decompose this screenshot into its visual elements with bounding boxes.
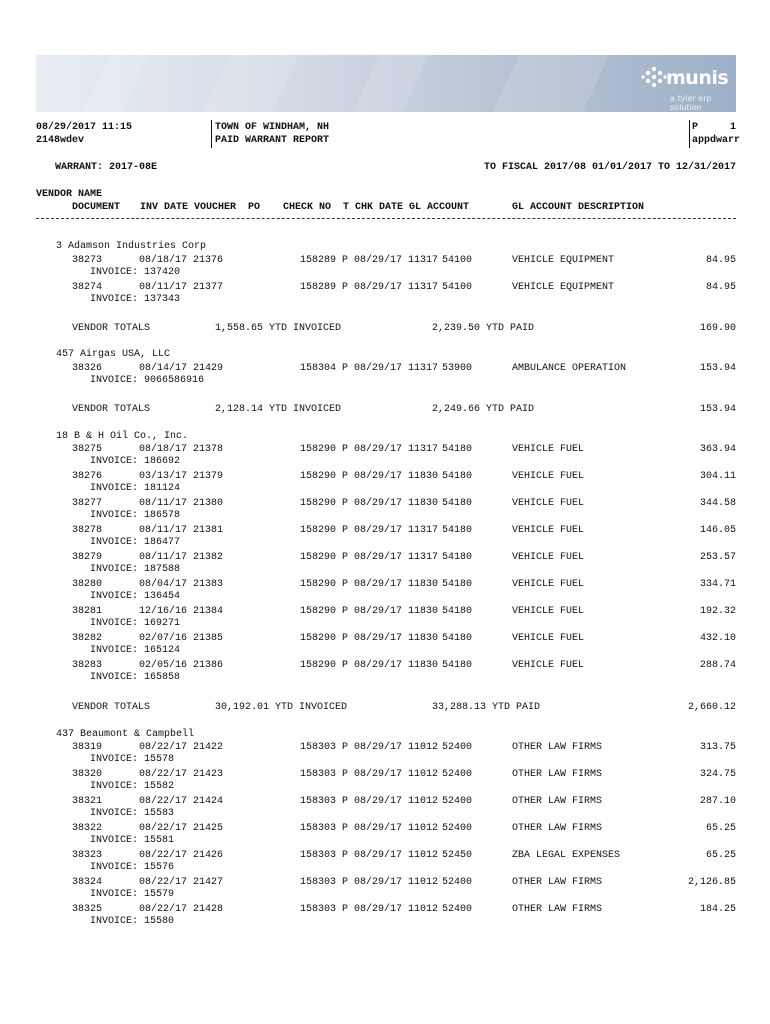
- logo-dots-icon: [640, 65, 668, 93]
- gl-description: VEHICLE FUEL: [512, 498, 585, 509]
- invoice-date-voucher: 08/22/17 21427: [139, 877, 224, 888]
- banner-decoration: [83, 55, 150, 112]
- invoice-number: INVOICE: 15579: [90, 889, 175, 900]
- document-number: 38325: [72, 904, 103, 915]
- gl-description: VEHICLE EQUIPMENT: [512, 255, 615, 266]
- vendor-name: 437 Beaumont & Campbell: [56, 729, 195, 740]
- invoice-date-voucher: 08/22/17 21424: [139, 796, 224, 807]
- invoice-number: INVOICE: 169271: [90, 618, 181, 629]
- ytd-invoiced: 30,192.01 YTD INVOICED: [215, 702, 348, 713]
- invoice-date-voucher: 03/13/17 21379: [139, 471, 224, 482]
- invoice-date-voucher: 08/11/17 21381: [139, 525, 224, 536]
- invoice-number: INVOICE: 137420: [90, 267, 181, 278]
- document-number: 38323: [72, 850, 103, 861]
- document-number: 38277: [72, 498, 103, 509]
- ytd-paid: 2,239.50 YTD PAID: [432, 323, 535, 334]
- banner-decoration: [203, 55, 300, 112]
- gl-account: 54180: [442, 660, 473, 671]
- check-info: 158290 P 08/29/17 11317: [300, 444, 439, 455]
- line-amount: 84.95: [705, 255, 736, 266]
- check-info: 158304 P 08/29/17 11317: [300, 363, 439, 374]
- invoice-date-voucher: 08/14/17 21429: [139, 363, 224, 374]
- gl-account: 54180: [442, 498, 473, 509]
- invoice-number: INVOICE: 186477: [90, 537, 181, 548]
- ytd-paid: 33,288.13 YTD PAID: [432, 702, 541, 713]
- gl-account: 54180: [442, 579, 473, 590]
- gl-description: OTHER LAW FIRMS: [512, 877, 603, 888]
- ytd-invoiced: 2,128.14 YTD INVOICED: [215, 404, 342, 415]
- gl-account: 54180: [442, 444, 473, 455]
- check-info: 158290 P 08/29/17 11830: [300, 471, 439, 482]
- invoice-date-voucher: 08/04/17 21383: [139, 579, 224, 590]
- vendor-totals-label: VENDOR TOTALS: [72, 702, 151, 713]
- invoice-number: INVOICE: 137343: [90, 294, 181, 305]
- invoice-number: INVOICE: 15581: [90, 835, 175, 846]
- vendor-name: 18 B & H Oil Co., Inc.: [56, 431, 189, 442]
- line-amount: 432.10: [699, 633, 736, 644]
- banner-decoration: [353, 55, 430, 112]
- header-divider: [689, 120, 690, 148]
- document-number: 38273: [72, 255, 103, 266]
- col-document: DOCUMENT: [72, 202, 121, 213]
- col-inv-date-voucher-po: INV DATE VOUCHER PO: [140, 202, 261, 213]
- check-info: 158303 P 08/29/17 11012: [300, 742, 439, 753]
- invoice-number: INVOICE: 15583: [90, 808, 175, 819]
- gl-account: 54180: [442, 525, 473, 536]
- report-title: PAID WARRANT REPORT: [215, 135, 330, 146]
- invoice-date-voucher: 08/22/17 21425: [139, 823, 224, 834]
- gl-account: 53900: [442, 363, 473, 374]
- document-number: 38280: [72, 579, 103, 590]
- line-amount: 65.25: [705, 850, 736, 861]
- invoice-date-voucher: 08/11/17 21382: [139, 552, 224, 563]
- check-info: 158303 P 08/29/17 11012: [300, 904, 439, 915]
- invoice-date-voucher: 08/22/17 21423: [139, 769, 224, 780]
- line-amount: 287.10: [699, 796, 736, 807]
- gl-account: 54180: [442, 633, 473, 644]
- line-amount: 146.05: [699, 525, 736, 536]
- gl-account: 54100: [442, 255, 473, 266]
- vendor-name: 3 Adamson Industries Corp: [56, 241, 207, 252]
- document-number: 38324: [72, 877, 103, 888]
- invoice-date-voucher: 12/16/16 21384: [139, 606, 224, 617]
- invoice-number: INVOICE: 15576: [90, 862, 175, 873]
- report-user: 2148wdev: [36, 135, 85, 146]
- page-label: P: [692, 122, 699, 133]
- gl-description: VEHICLE FUEL: [512, 444, 585, 455]
- gl-description: VEHICLE EQUIPMENT: [512, 282, 615, 293]
- gl-description: VEHICLE FUEL: [512, 606, 585, 617]
- invoice-number: INVOICE: 15580: [90, 916, 175, 927]
- gl-description: VEHICLE FUEL: [512, 471, 585, 482]
- gl-description: VEHICLE FUEL: [512, 579, 585, 590]
- vendor-totals-label: VENDOR TOTALS: [72, 323, 151, 334]
- invoice-date-voucher: 08/18/17 21378: [139, 444, 224, 455]
- fiscal-range: TO FISCAL 2017/08 01/01/2017 TO 12/31/2017: [483, 162, 736, 173]
- invoice-date-voucher: 08/11/17 21380: [139, 498, 224, 509]
- page-number: 1: [729, 122, 736, 133]
- check-info: 158303 P 08/29/17 11012: [300, 823, 439, 834]
- gl-description: AMBULANCE OPERATION: [512, 363, 627, 374]
- check-info: 158290 P 08/29/17 11317: [300, 552, 439, 563]
- col-gl-description: GL ACCOUNT DESCRIPTION: [512, 202, 645, 213]
- vendor-total-amount: 2,660.12: [687, 702, 736, 713]
- gl-account: 52400: [442, 769, 473, 780]
- document-number: 38281: [72, 606, 103, 617]
- line-amount: 184.25: [699, 904, 736, 915]
- line-amount: 288.74: [699, 660, 736, 671]
- document-number: 38322: [72, 823, 103, 834]
- line-amount: 192.32: [699, 606, 736, 617]
- ytd-invoiced: 1,558.65 YTD INVOICED: [215, 323, 342, 334]
- line-amount: 65.25: [705, 823, 736, 834]
- invoice-number: INVOICE: 165858: [90, 672, 181, 683]
- munis-logo: [640, 63, 730, 112]
- line-amount: 153.94: [699, 363, 736, 374]
- gl-account: 54180: [442, 606, 473, 617]
- vendor-total-amount: 169.90: [699, 323, 736, 334]
- gl-description: OTHER LAW FIRMS: [512, 796, 603, 807]
- gl-account: 52400: [442, 823, 473, 834]
- document-number: 38279: [72, 552, 103, 563]
- gl-description: OTHER LAW FIRMS: [512, 823, 603, 834]
- line-amount: 84.95: [705, 282, 736, 293]
- check-info: 158290 P 08/29/17 11830: [300, 579, 439, 590]
- invoice-number: INVOICE: 9066586916: [90, 375, 205, 386]
- check-info: 158303 P 08/29/17 11012: [300, 769, 439, 780]
- line-amount: 334.71: [699, 579, 736, 590]
- invoice-date-voucher: 08/22/17 21426: [139, 850, 224, 861]
- invoice-number: INVOICE: 15578: [90, 754, 175, 765]
- invoice-date-voucher: 02/07/16 21385: [139, 633, 224, 644]
- gl-description: OTHER LAW FIRMS: [512, 769, 603, 780]
- gl-account: 54180: [442, 471, 473, 482]
- invoice-number: INVOICE: 165124: [90, 645, 181, 656]
- check-info: 158289 P 08/29/17 11317: [300, 282, 439, 293]
- line-amount: 363.94: [699, 444, 736, 455]
- line-amount: 253.57: [699, 552, 736, 563]
- vendor-total-amount: 153.94: [699, 404, 736, 415]
- invoice-date-voucher: 08/22/17 21428: [139, 904, 224, 915]
- line-amount: 344.58: [699, 498, 736, 509]
- org-name: TOWN OF WINDHAM, NH: [215, 122, 330, 133]
- check-info: 158289 P 08/29/17 11317: [300, 255, 439, 266]
- invoice-number: INVOICE: 186578: [90, 510, 181, 521]
- header-rule: [36, 218, 736, 219]
- col-vendor-name: VENDOR NAME: [36, 189, 103, 200]
- check-info: 158303 P 08/29/17 11012: [300, 796, 439, 807]
- invoice-number: INVOICE: 15582: [90, 781, 175, 792]
- invoice-number: INVOICE: 186692: [90, 456, 181, 467]
- gl-account: 54100: [442, 282, 473, 293]
- gl-account: 54180: [442, 552, 473, 563]
- col-check-info: CHECK NO T CHK DATE GL ACCOUNT: [283, 202, 470, 213]
- check-info: 158303 P 08/29/17 11012: [300, 877, 439, 888]
- gl-account: 52400: [442, 796, 473, 807]
- invoice-date-voucher: 08/18/17 21376: [139, 255, 224, 266]
- gl-description: ZBA LEGAL EXPENSES: [512, 850, 621, 861]
- invoice-date-voucher: 08/22/17 21422: [139, 742, 224, 753]
- logo-brand: munis: [666, 67, 729, 89]
- gl-account: 52400: [442, 877, 473, 888]
- invoice-date-voucher: 02/05/16 21386: [139, 660, 224, 671]
- report-datetime: 08/29/2017 11:15: [36, 122, 133, 133]
- check-info: 158290 P 08/29/17 11830: [300, 633, 439, 644]
- header-divider: [211, 120, 212, 148]
- invoice-number: INVOICE: 181124: [90, 483, 181, 494]
- check-info: 158303 P 08/29/17 11012: [300, 850, 439, 861]
- document-number: 38321: [72, 796, 103, 807]
- line-amount: 2,126.85: [687, 877, 736, 888]
- document-number: 38276: [72, 471, 103, 482]
- gl-description: VEHICLE FUEL: [512, 660, 585, 671]
- ytd-paid: 2,249.66 YTD PAID: [432, 404, 535, 415]
- document-number: 38274: [72, 282, 103, 293]
- document-number: 38282: [72, 633, 103, 644]
- invoice-number: INVOICE: 187588: [90, 564, 181, 575]
- check-info: 158290 P 08/29/17 11830: [300, 660, 439, 671]
- document-number: 38319: [72, 742, 103, 753]
- gl-description: VEHICLE FUEL: [512, 525, 585, 536]
- invoice-number: INVOICE: 136454: [90, 591, 181, 602]
- invoice-date-voucher: 08/11/17 21377: [139, 282, 224, 293]
- check-info: 158290 P 08/29/17 11830: [300, 498, 439, 509]
- gl-account: 52400: [442, 904, 473, 915]
- report-banner: [36, 55, 736, 112]
- banner-decoration: [493, 55, 610, 112]
- gl-description: VEHICLE FUEL: [512, 552, 585, 563]
- logo-tagline: a tyler erp solution: [670, 94, 712, 112]
- gl-description: OTHER LAW FIRMS: [512, 904, 603, 915]
- gl-description: VEHICLE FUEL: [512, 633, 585, 644]
- gl-account: 52450: [442, 850, 473, 861]
- warrant-id: WARRANT: 2017-08E: [55, 162, 158, 173]
- line-amount: 304.11: [699, 471, 736, 482]
- program-name: appdwarr: [692, 135, 741, 146]
- document-number: 38326: [72, 363, 103, 374]
- document-number: 38278: [72, 525, 103, 536]
- document-number: 38283: [72, 660, 103, 671]
- check-info: 158290 P 08/29/17 11830: [300, 606, 439, 617]
- line-amount: 313.75: [699, 742, 736, 753]
- document-number: 38275: [72, 444, 103, 455]
- gl-description: OTHER LAW FIRMS: [512, 742, 603, 753]
- check-info: 158290 P 08/29/17 11317: [300, 525, 439, 536]
- document-number: 38320: [72, 769, 103, 780]
- line-amount: 324.75: [699, 769, 736, 780]
- vendor-totals-label: VENDOR TOTALS: [72, 404, 151, 415]
- gl-account: 52400: [442, 742, 473, 753]
- vendor-name: 457 Airgas USA, LLC: [56, 349, 171, 360]
